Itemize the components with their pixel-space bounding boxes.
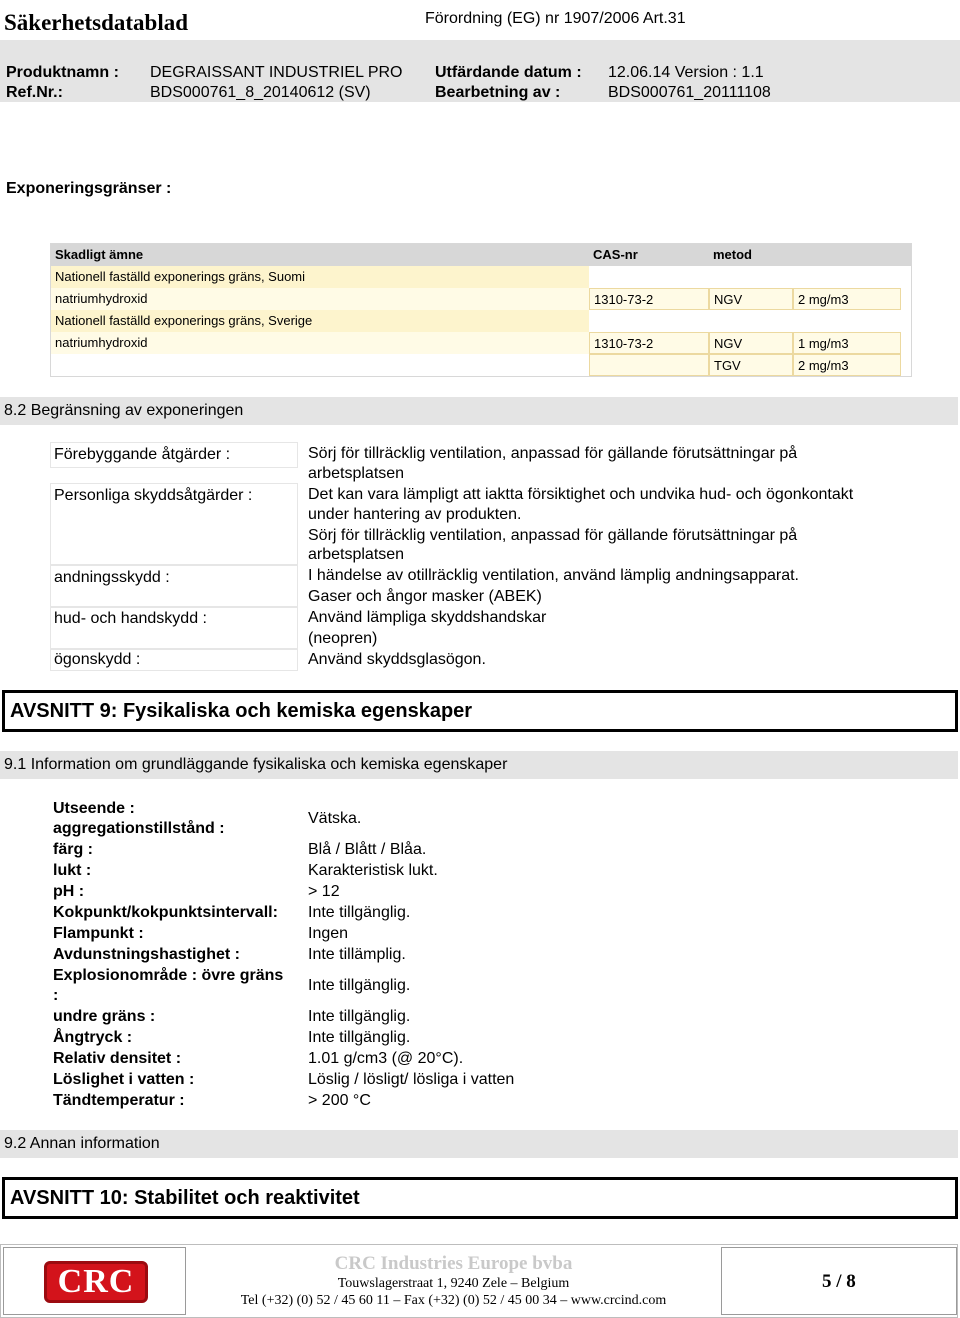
odor-label: lukt :	[53, 862, 92, 879]
ref-number-value: BDS000761_8_20140612 (SV)	[150, 84, 371, 101]
preventive-text-1: Sörj för tillräcklig ventilation, anpassad för gällande förutsättningar på	[308, 445, 798, 462]
eye-protection-label: ögonskydd :	[50, 649, 298, 671]
exposure-limits-label: Exponeringsgränser :	[6, 180, 172, 197]
respiratory-text-2: Gaser och ångor masker (ABEK)	[308, 588, 542, 605]
row1-method: NGV	[709, 288, 793, 310]
ph-value: > 12	[308, 883, 340, 900]
ref-number-label: Ref.Nr.:	[6, 84, 63, 101]
respiratory-protection-label: andningsskydd :	[50, 565, 298, 607]
company-contact: Tel (+32) (0) 52 / 45 60 11 – Fax (+32) (0) 52 / 45 00 34 – www.crcind.com	[240, 1293, 667, 1308]
personal-text-2: under hantering av produkten.	[308, 506, 522, 523]
row1-value: 2 mg/m3	[793, 288, 901, 310]
company-address: Touwslagerstraat 1, 9240 Zele – Belgium	[337, 1276, 570, 1291]
eye-text: Använd skyddsglasögon.	[308, 651, 486, 668]
col-substance-header: Skadligt ämne	[55, 247, 144, 262]
row2-method: NGV	[709, 332, 793, 354]
preventive-measures-label: Förebyggande åtgärder :	[50, 442, 298, 468]
row1-substance: natriumhydroxid	[51, 288, 589, 310]
crc-logo: CRC	[44, 1261, 148, 1303]
water-solubility-value: Löslig / lösligt/ lösliga i vatten	[308, 1071, 515, 1088]
revision-value: BDS000761_20111108	[608, 84, 771, 101]
row2-value: 1 mg/m3	[793, 332, 901, 354]
issue-date-value: 12.06.14 Version : 1.1	[608, 64, 764, 81]
exposure-limits-table	[50, 243, 912, 377]
hand-text-1: Använd lämpliga skyddshandskar	[308, 609, 547, 626]
row3-cas	[589, 354, 709, 376]
section-9-2-title: 9.2 Annan information	[0, 1130, 958, 1158]
product-name-value: DEGRAISSANT INDUSTRIEL PRO	[150, 64, 403, 81]
hand-text-2: (neopren)	[308, 630, 378, 647]
water-solubility-label: Löslighet i vatten :	[53, 1071, 195, 1088]
vapor-pressure-value: Inte tillgänglig.	[308, 1029, 411, 1046]
preventive-text-2: arbetsplatsen	[308, 465, 405, 482]
flash-point-value: Ingen	[308, 925, 349, 942]
logo-frame	[3, 1247, 186, 1315]
section-8-2-title: 8.2 Begränsning av exponeringen	[0, 397, 958, 425]
respiratory-text-1: I händelse av otillräcklig ventilation, använd lämplig andningsapparat.	[308, 567, 799, 584]
row2-cas: 1310-73-2	[589, 332, 709, 354]
personal-text-1: Det kan vara lämpligt att iaktta försiktighet och undvika hud- och ögonkontakt	[308, 486, 854, 503]
row3-method: TGV	[709, 354, 793, 376]
page-number-frame	[721, 1247, 957, 1315]
personal-text-4: arbetsplatsen	[308, 546, 405, 563]
explosion-lower-label: undre gräns :	[53, 1008, 156, 1025]
boiling-point-value: Inte tillgänglig.	[308, 904, 411, 921]
flash-point-label: Flampunkt :	[53, 925, 144, 942]
section-10-title: AVSNITT 10: Stabilitet och reaktivitet	[2, 1177, 958, 1219]
personal-text-3: Sörj för tillräcklig ventilation, anpassad för gällande förutsättningar på	[308, 527, 798, 544]
product-name-label: Produktnamn :	[6, 64, 119, 81]
revision-label: Bearbetning av :	[435, 84, 561, 101]
appearance-label: Utseende :	[53, 800, 135, 817]
relative-density-value: 1.01 g/cm3 (@ 20°C).	[308, 1050, 464, 1067]
boiling-point-label: Kokpunkt/kokpunktsintervall:	[53, 904, 278, 921]
odor-value: Karakteristisk lukt.	[308, 862, 438, 879]
evaporation-rate-value: Inte tillämplig.	[308, 946, 406, 963]
row1-cas: 1310-73-2	[589, 288, 709, 310]
relative-density-label: Relativ densitet :	[53, 1050, 182, 1067]
section-9-title: AVSNITT 9: Fysikaliska och kemiska egenskaper	[2, 690, 958, 732]
ignition-temperature-value: > 200 °C	[308, 1092, 371, 1109]
explosion-upper-label: Explosionområde : övre gräns	[53, 967, 284, 984]
col-cas-header: CAS-nr	[593, 247, 638, 262]
table-header-row	[51, 244, 911, 266]
explosion-lower-value: Inte tillgänglig.	[308, 1008, 411, 1025]
page-number: 5 / 8	[822, 1271, 856, 1292]
group-sverige: Nationell faställd exponerings gräns, Sverige	[51, 310, 589, 332]
ignition-temperature-label: Tändtemperatur :	[53, 1092, 185, 1109]
color-label: färg :	[53, 841, 93, 858]
explosion-upper-colon: :	[53, 987, 59, 1004]
document-title: Säkerhetsdatablad	[4, 10, 189, 35]
vapor-pressure-label: Ångtryck :	[53, 1029, 133, 1046]
color-value: Blå / Blått / Blåa.	[308, 841, 427, 858]
section-9-1-title: 9.1 Information om grundläggande fysikaliska och kemiska egenskaper	[0, 751, 958, 779]
row2-substance: natriumhydroxid	[51, 332, 589, 354]
appearance-value: Vätska.	[308, 810, 362, 827]
evaporation-rate-label: Avdunstningshastighet :	[53, 946, 240, 963]
ph-label: pH :	[53, 883, 85, 900]
aggregation-state-label: aggregationstillstånd :	[53, 820, 225, 837]
explosion-upper-value: Inte tillgänglig.	[308, 977, 411, 994]
regulation-reference: Förordning (EG) nr 1907/2006 Art.31	[425, 10, 686, 27]
hand-protection-label: hud- och handskydd :	[50, 607, 298, 649]
row3-value: 2 mg/m3	[793, 354, 901, 376]
col-method-header: metod	[713, 247, 752, 262]
company-name: CRC Industries Europe bvba	[334, 1253, 573, 1274]
group-suomi: Nationell faställd exponerings gräns, Suomi	[51, 266, 589, 288]
issue-date-label: Utfärdande datum :	[435, 64, 582, 81]
page-footer	[0, 1244, 958, 1318]
personal-protection-label: Personliga skyddsåtgärder :	[50, 483, 298, 565]
